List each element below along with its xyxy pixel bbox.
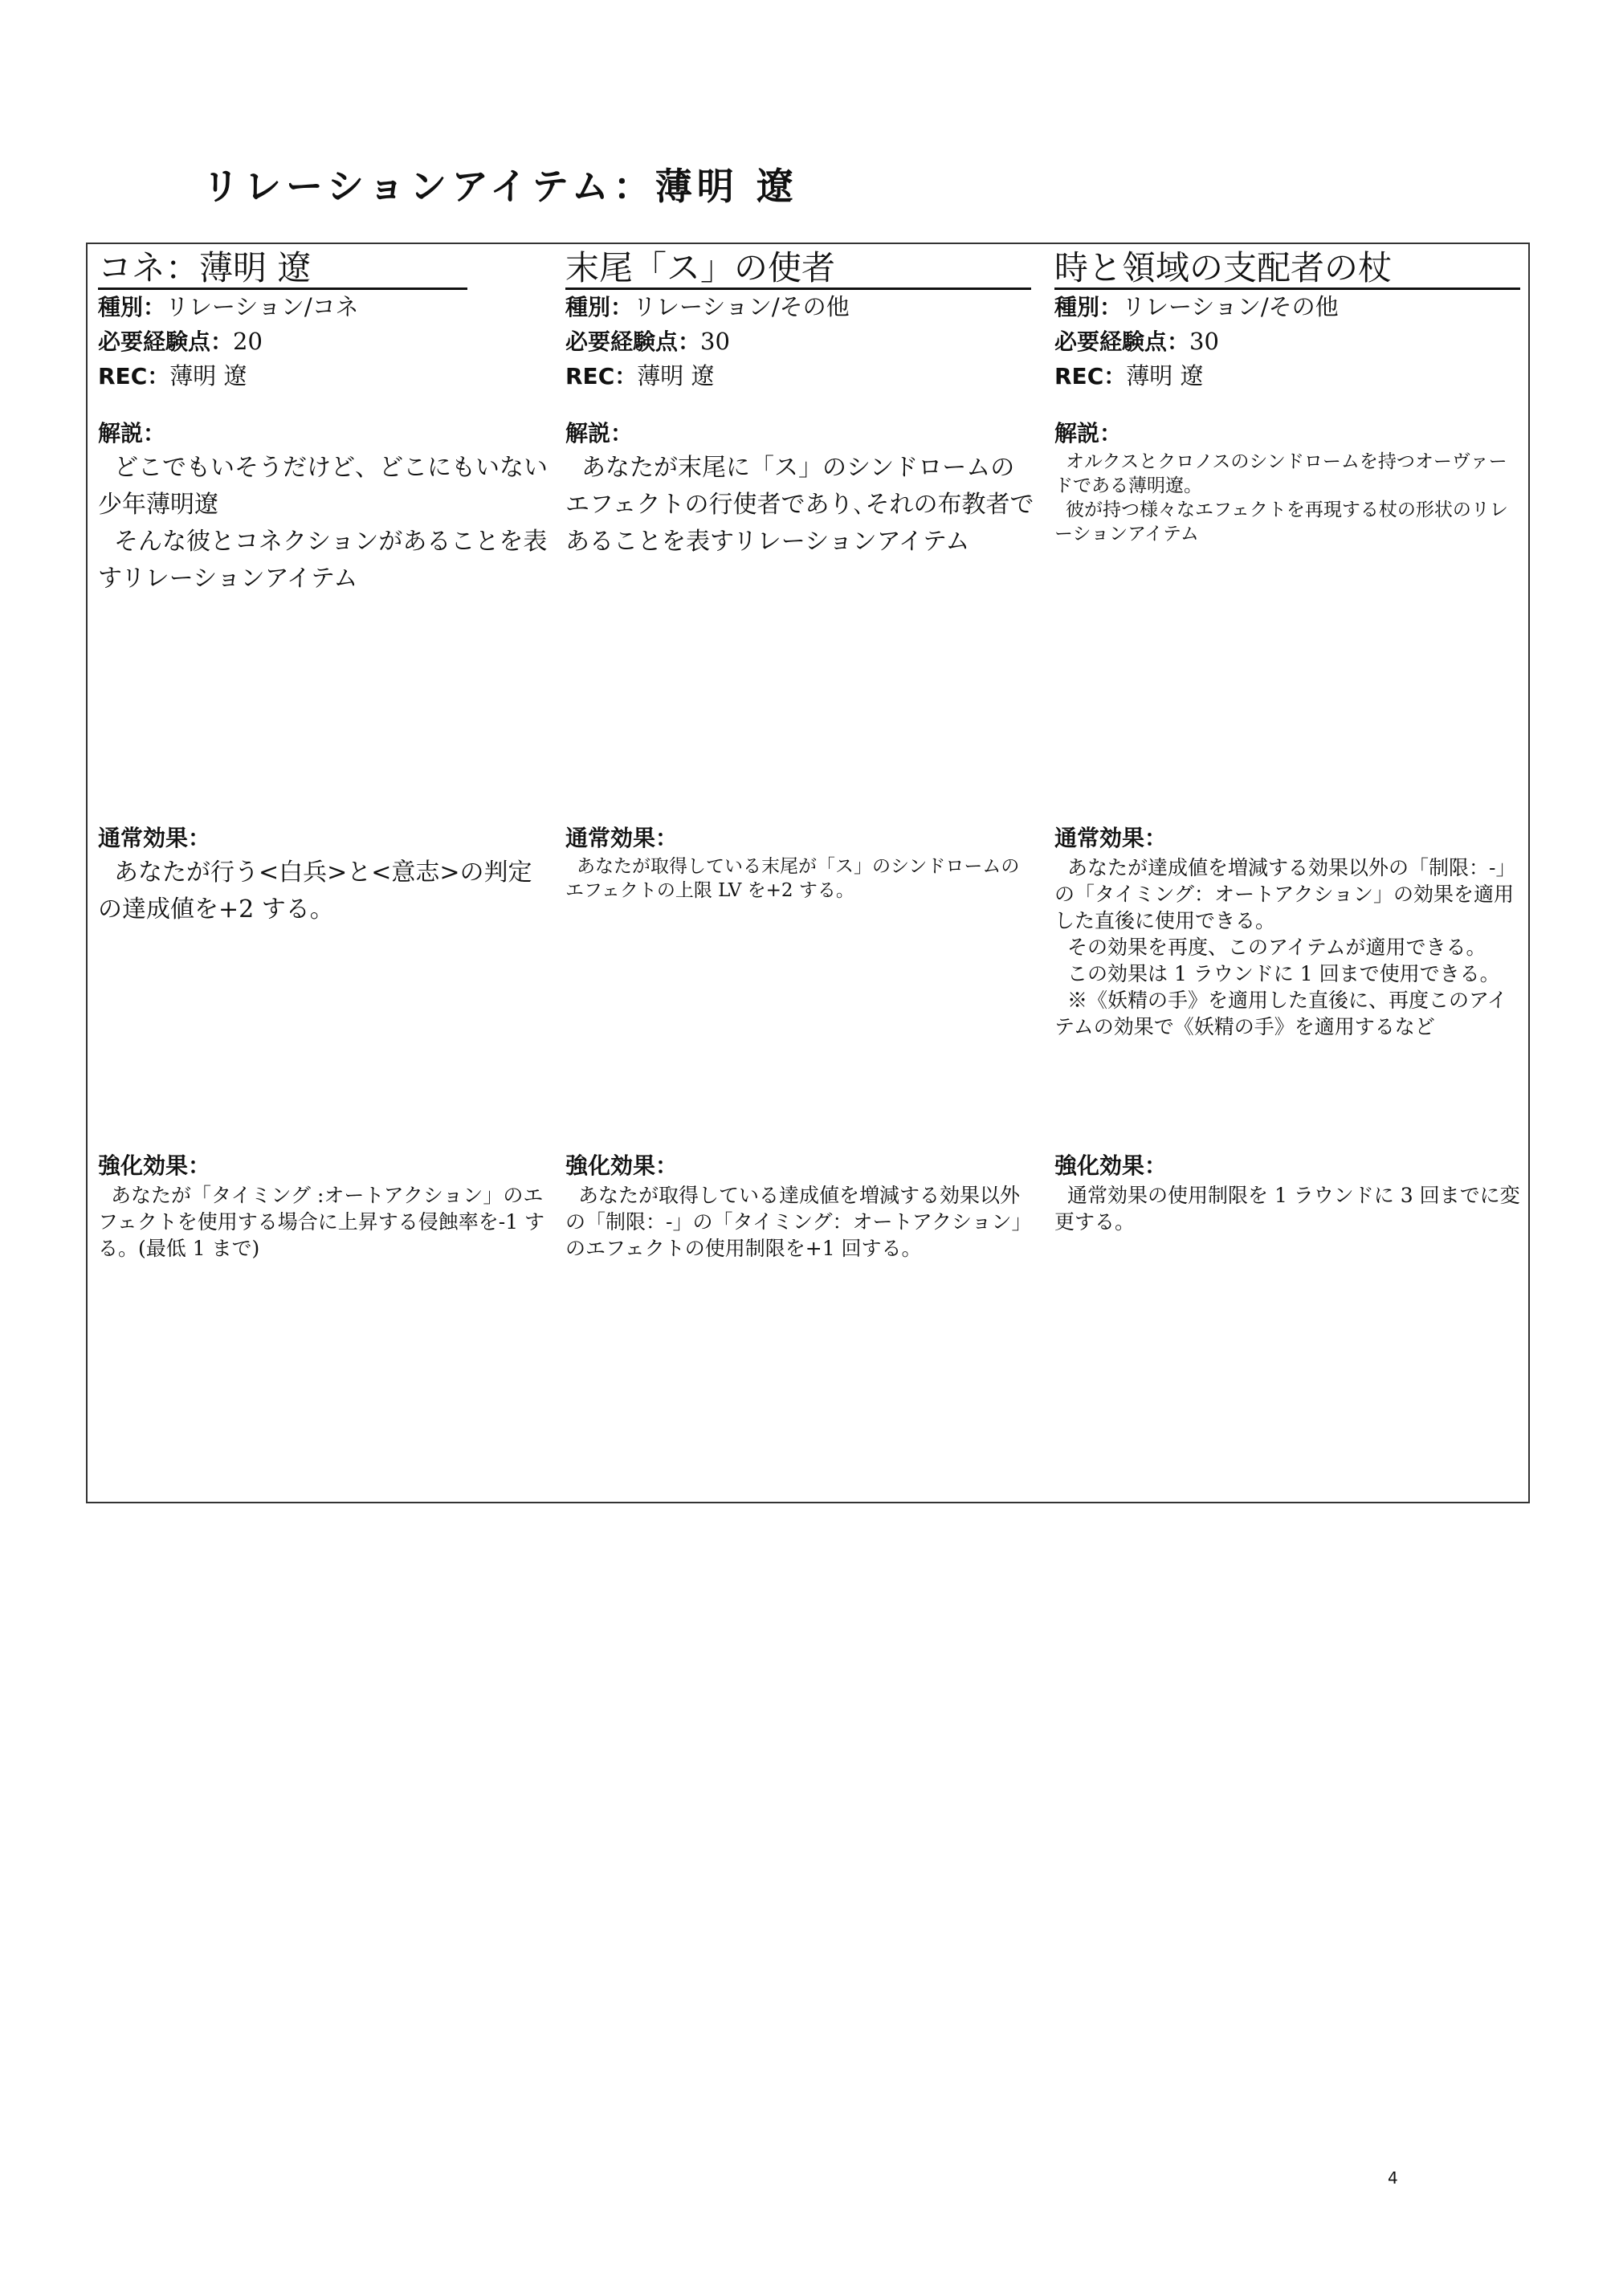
strong-effect-label: 強化効果： [565, 1152, 679, 1179]
description-paragraph: 彼が持つ様々なエフェクトを再現する杖の形状のリレーションアイテム [1054, 500, 1508, 544]
strong-effect-paragraph: あなたが「タイミング :オートアクション」のエフェクトを使用する場合に上昇する侵蝕率を-1 する。(最低 1 まで) [98, 1184, 545, 1260]
item-exp: 30 [700, 328, 730, 355]
normal-effect-paragraph: あなたが達成値を増減する効果以外の「制限：-」の「タイミング：オートアクション」の効果を適用した直後に使用できる。 [1054, 856, 1516, 932]
item-rec-row [565, 359, 1038, 394]
page-title: リレーションアイテム：薄明 遼 [202, 165, 798, 208]
item-title: 末尾「ス」の使者 [565, 243, 1031, 290]
description-section [98, 418, 548, 597]
description-paragraph: どこでもいそうだけど、どこにもいない少年薄明遼 [98, 454, 548, 519]
item-card-1 [98, 243, 548, 1260]
rec-label: REC： [1054, 363, 1127, 389]
normal-effect-paragraph: ※《妖精の手》を適用した直後に、再度このアイテムの効果で《妖精の手》を適用するなど [1054, 989, 1507, 1038]
normal-effect-label: 通常効果： [565, 825, 679, 851]
description-section [1054, 418, 1522, 546]
item-rec-row [1054, 359, 1522, 394]
item-exp: 20 [233, 328, 263, 355]
normal-effect-label: 通常効果： [98, 825, 211, 851]
exp-label: 必要経験点： [565, 328, 701, 355]
description-label: 解説： [565, 420, 634, 447]
rec-label: REC： [565, 363, 638, 389]
strong-effect-label: 強化効果： [1054, 1152, 1168, 1179]
item-type: リレーション/その他 [633, 293, 850, 320]
strong-effect-section [98, 1150, 548, 1262]
item-type: リレーション/その他 [1122, 293, 1339, 320]
normal-effect-paragraph: あなたが行う<白兵>と<意志>の判定の達成値を+2 する。 [98, 858, 532, 924]
page-number: 4 [1388, 2168, 1398, 2188]
item-rec: 薄明 遼 [637, 362, 715, 389]
strong-effect-section [1054, 1150, 1522, 1235]
item-title: コネ：薄明 遼 [98, 243, 467, 290]
strong-effect-label: 強化効果： [98, 1152, 211, 1179]
normal-effect-paragraph: あなたが取得している末尾が「ス」のシンドロームのエフェクトの上限 LV を+2 する。 [565, 856, 1020, 901]
item-type-row [98, 290, 548, 324]
exp-label: 必要経験点： [1054, 328, 1190, 355]
normal-effect-section [565, 822, 1038, 903]
item-card-2 [565, 243, 1038, 1260]
normal-effect-section [98, 822, 548, 928]
exp-label: 必要経験点： [98, 328, 234, 355]
type-label: 種別： [565, 294, 634, 320]
type-label: 種別： [98, 294, 166, 320]
normal-effect-label: 通常効果： [1054, 825, 1168, 851]
item-type: リレーション/コネ [165, 293, 359, 320]
normal-effect-paragraph: この効果は 1 ラウンドに 1 回まで使用できる。 [1067, 962, 1500, 985]
item-exp-row [98, 324, 548, 359]
item-title: 時と領域の支配者の杖 [1054, 243, 1520, 290]
item-type-row [565, 290, 1038, 324]
strong-effect-paragraph: あなたが取得している達成値を増減する効果以外の「制限：-」の「タイミング：オートアクション」のエフェクトの使用制限を+1 回する。 [565, 1184, 1032, 1260]
description-label: 解説： [1054, 420, 1123, 447]
type-label: 種別： [1054, 294, 1123, 320]
item-type-row [1054, 290, 1522, 324]
description-paragraph: オルクスとクロノスのシンドロームを持つオーヴァードである薄明遼。 [1054, 451, 1507, 496]
description-paragraph: あなたが末尾に「ス」のシンドロームのエフェクトの行使者であり､それの布教者であることを表すリレーションアイテム [565, 454, 1034, 556]
description-label: 解説： [98, 420, 166, 447]
item-exp: 30 [1189, 328, 1219, 355]
item-card-3 [1054, 243, 1522, 1234]
rec-label: REC： [98, 363, 170, 389]
normal-effect-section [1054, 822, 1522, 1040]
strong-effect-paragraph: 通常効果の使用制限を 1 ラウンドに 3 回までに変更する。 [1054, 1184, 1520, 1234]
item-rec: 薄明 遼 [169, 362, 247, 389]
item-exp-row [565, 324, 1038, 359]
item-exp-row [1054, 324, 1522, 359]
description-section [565, 418, 1038, 561]
normal-effect-paragraph: その効果を再度、このアイテムが適用できる。 [1067, 936, 1486, 959]
item-rec: 薄明 遼 [1126, 362, 1204, 389]
strong-effect-section [565, 1150, 1038, 1262]
item-rec-row [98, 359, 548, 394]
description-paragraph: そんな彼とコネクションがあることを表すリレーションアイテム [98, 528, 548, 593]
